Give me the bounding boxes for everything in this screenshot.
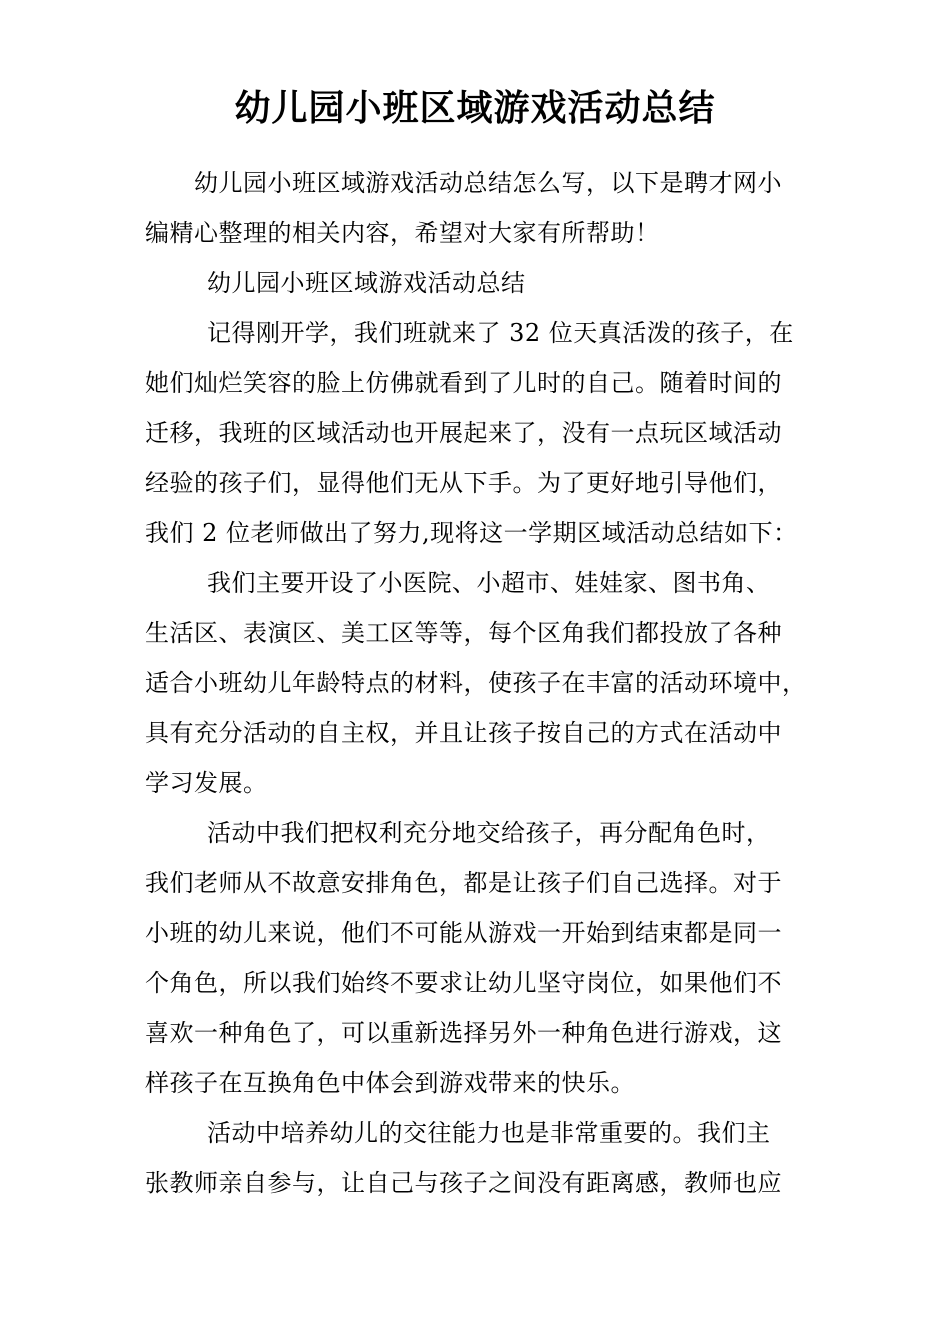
- text-line: 张教师亲自参与，让自己与孩子之间没有距离感，教师也应: [145, 1169, 782, 1197]
- text-line: 迁移，我班的区域活动也开展起来了，没有一点玩区域活动: [145, 419, 782, 447]
- text-line: 学习发展。: [145, 769, 268, 797]
- text-line: 喜欢一种角色了，可以重新选择另外一种角色进行游戏，这: [145, 1019, 782, 1047]
- text-line: 她们灿烂笑容的脸上仿佛就看到了儿时的自己。随着时间的: [145, 369, 782, 397]
- text-line: 个角色，所以我们始终不要求让幼儿坚守岗位，如果他们不: [145, 969, 782, 997]
- text-line: 样孩子在互换角色中体会到游戏带来的快乐。: [145, 1069, 635, 1097]
- text-line: 幼儿园小班区域游戏活动总结: [207, 269, 526, 297]
- text-line: 经验的孩子们，显得他们无从下手。为了更好地引导他们，: [145, 469, 782, 497]
- text-line: 生活区、表演区、美工区等等，每个区角我们都投放了各种: [145, 619, 782, 647]
- text-line: 幼儿园小班区域游戏活动总结怎么写，以下是聘才网小: [194, 169, 782, 197]
- text-line: 我们 2 位老师做出了努力,现将这一学期区域活动总结如下：: [145, 519, 798, 547]
- document-title: 幼儿园小班区域游戏活动总结: [234, 87, 716, 129]
- text-line: 适合小班幼儿年龄特点的材料，使孩子在丰富的活动环境中，: [145, 669, 807, 697]
- text-line: 小班的幼儿来说，他们不可能从游戏一开始到结束都是同一: [145, 919, 782, 947]
- text-line: 我们主要开设了小医院、小超市、娃娃家、图书角、: [207, 569, 771, 597]
- text-line: 我们老师从不故意安排角色，都是让孩子们自己选择。对于: [145, 869, 782, 897]
- text-line: 活动中培养幼儿的交往能力也是非常重要的。我们主: [207, 1119, 771, 1147]
- text-line: 编精心整理的相关内容，希望对大家有所帮助！: [145, 219, 660, 247]
- text-line: 具有充分活动的自主权，并且让孩子按自己的方式在活动中: [145, 719, 782, 747]
- text-line: 记得刚开学，我们班就来了 32 位天真活泼的孩子，在: [207, 319, 794, 347]
- text-line: 活动中我们把权利充分地交给孩子，再分配角色时，: [207, 819, 771, 847]
